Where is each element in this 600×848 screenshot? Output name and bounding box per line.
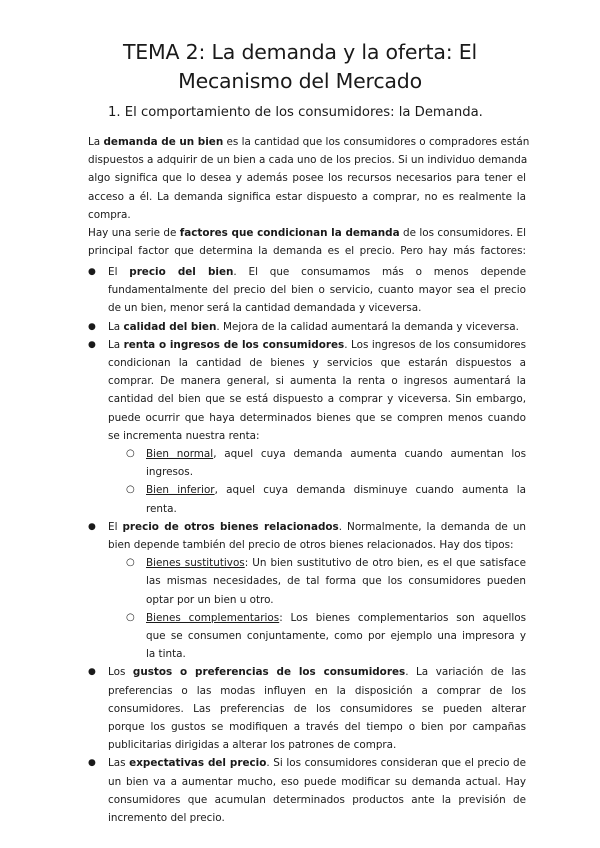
text: El: [108, 266, 130, 278]
bold-term: precio del bien: [129, 266, 234, 278]
title-line-2: Mecanismo del Mercado: [178, 69, 422, 93]
text: , aquel cuya demanda disminuye cuando aumenta la: [214, 484, 526, 497]
text-line: dispuestos a adquirir de un bien a cada uno de los precios. Si un individuo demanda: [88, 154, 528, 167]
list-item-gustos: [88, 663, 526, 754]
bold-term: gustos o preferencias de los consumidores: [132, 666, 406, 679]
factors-list: [88, 263, 526, 827]
text-line: porque los gustos se modifiquen a través del tiempo o bien por campañas: [108, 721, 526, 734]
text-line: las mismas necesidades, de tal forma que los consumidores pueden: [146, 575, 526, 588]
text-line: puede ocurrir que haya determinados bienes que se compren menos cuando: [108, 411, 526, 424]
text: El: [108, 520, 123, 533]
text-line: de un bien, menor será la cantidad demandada y viceversa.: [108, 302, 422, 315]
text: . Si los consumidores consideran que el precio de: [266, 757, 527, 770]
text: : Los bienes complementarios son aquellos: [279, 611, 527, 624]
text: de los consumidores. El: [399, 227, 526, 239]
text-line: renta.: [146, 502, 177, 515]
text: . Normalmente, la demanda de un: [338, 520, 526, 533]
text: Los: [108, 666, 133, 679]
sublist-item-bien-normal: [126, 445, 526, 481]
text-line: se incrementa nuestra renta:: [108, 429, 260, 442]
text-line: bien depende también del precio de otros bienes relacionados. Hay dos tipos:: [108, 539, 514, 552]
bold-term: precio de otros bienes relacionados: [122, 520, 339, 533]
list-item-calidad: [88, 318, 526, 336]
text: . Mejora de la calidad aumentará la demanda y viceversa.: [216, 320, 519, 333]
text: . El que consumamos más o menos depende: [233, 266, 526, 278]
text-line: consumidores. Las preferencias de los consumidores se pueden alterar: [108, 702, 526, 715]
text: . La variación de las: [405, 666, 526, 679]
section-heading: 1. El comportamiento de los consumidores: la Demanda.: [108, 105, 483, 120]
text: La: [88, 136, 104, 148]
list-item-expectativas: [88, 754, 526, 827]
text: La: [108, 338, 124, 351]
bold-term: factores que condicionan la demanda: [179, 227, 400, 239]
text-line: acceso a él. La demanda significa estar dispuesto a comprar, no es realmente la: [88, 190, 526, 203]
list-item-otros-bienes: [88, 518, 526, 664]
paragraph-definition: [88, 133, 530, 224]
text-line: optar por un bien u otro.: [146, 593, 274, 606]
list-item-renta: [88, 336, 526, 518]
text: . Los ingresos de los consumidores: [344, 338, 526, 351]
sublist-item-bien-inferior: [126, 481, 526, 517]
text-line: compra.: [88, 208, 131, 221]
bold-term: expectativas del precio: [129, 757, 267, 770]
text-line: la tinta.: [146, 648, 186, 661]
text-line: ingresos.: [146, 466, 193, 479]
text-line: que se consumen conjuntamente, como por ejemplo una impresora y: [146, 630, 526, 643]
text: , aquel cuya demanda aumenta cuando aumentan los: [213, 448, 526, 461]
text: Hay una serie de: [88, 227, 180, 239]
page-title: [0, 38, 600, 96]
sublist-item-complementarios: [126, 609, 526, 664]
underlined-term: Bien inferior: [146, 484, 215, 497]
bold-term: calidad del bien: [123, 320, 217, 333]
title-line-1: TEMA 2: La demanda y la oferta: El: [122, 40, 477, 64]
text-line: publicitarias dirigidas a alterar los patrones de compra.: [108, 739, 397, 752]
text-line: comprar. De manera general, si aumenta la renta o ingresos aumentará la: [108, 375, 526, 388]
text-line: preferencias o las modas influyen en la disposición a comprar de los: [108, 684, 526, 697]
text-line: incremento del precio.: [108, 812, 225, 825]
text: : Un bien sustitutivo de otro bien, es el que satisface: [244, 557, 526, 570]
text-line: principal factor que determina la demanda es el precio. Pero hay más factores:: [88, 245, 526, 258]
text-line: consumidores que acumulan determinados productos ante la previsión de: [108, 793, 526, 806]
bold-term: renta o ingresos de los consumidores: [123, 338, 345, 351]
sublist-item-sustitutivos: [126, 554, 526, 609]
text-line: un bien va a aumentar mucho, eso puede modificar su demanda actual. Hay: [108, 775, 526, 788]
list-item-precio: [88, 263, 526, 318]
underlined-term: Bienes sustitutivos: [146, 557, 245, 570]
text-line: algo significa que lo desea y además posee los recursos necesarios para tener el: [88, 172, 526, 185]
underlined-term: Bienes complementarios: [146, 611, 280, 624]
text: La: [108, 320, 124, 333]
bold-term: demanda de un bien: [103, 136, 224, 148]
text-line: cantidad del bien que se está dispuesto a comprar y viceversa. Sin embargo,: [108, 393, 526, 406]
text: es la cantidad que los consumidores o compradores están: [223, 136, 530, 148]
underlined-term: Bien normal: [146, 448, 214, 461]
paragraph-factors: [88, 224, 526, 260]
text: Las: [108, 757, 130, 770]
text-line: fundamentalmente del precio del bien o servicio, cuanto mayor sea el precio: [108, 284, 526, 297]
text-line: condicionan la cantidad de bienes y servicios que estarán dispuestos a: [108, 357, 526, 370]
